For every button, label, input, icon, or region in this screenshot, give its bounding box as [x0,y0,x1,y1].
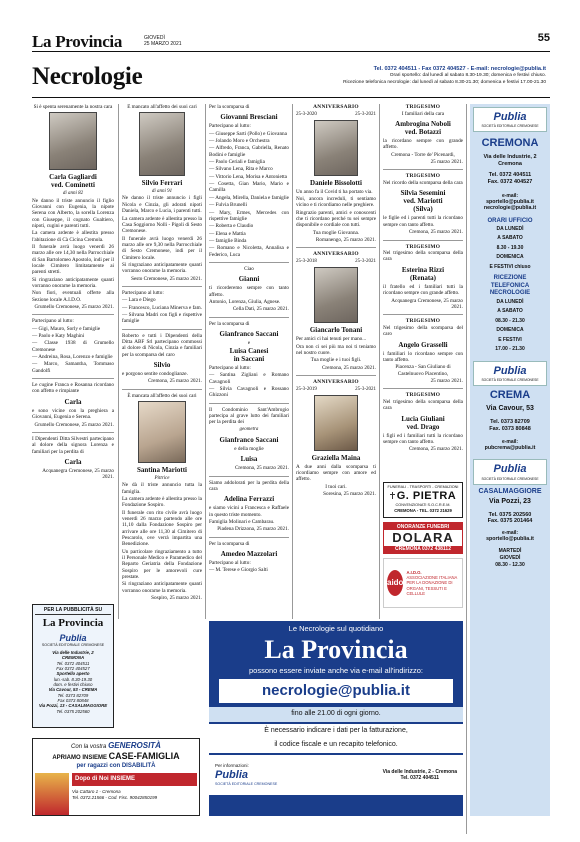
email-sportello[interactable]: sportello@publia.it [486,198,534,205]
condolence-header: Partecipano al lutto: [209,560,251,567]
notice-intro: Si è spenta serenamente la nostra cara [33,104,113,110]
notice-signature: Famiglia Molinari e Cambarau. [209,518,275,525]
notice-date: 25 marzo 2021. [430,377,463,384]
notice-intro: Per la scomparsa di [209,104,250,110]
notice-text: Si ringraziano anticipatamente quanti vorranno onorarne la memoria. [122,581,202,594]
address: Via Pozzi, 23 [489,498,531,506]
column-3 [209,104,289,619]
deceased-name: Angelo Grasselli [398,340,448,349]
notice-text: Roberto e tutti i Dipendenti della Ditta ABF Srl partecipano commossi al dolore di Nicola, Cinzia e familiari per la scomparsa del caro [122,332,202,358]
phone: Tel. 0373 82709 [490,419,530,426]
deceased-name: Carla Gagliardi ved. Cominetti [49,173,97,190]
notice-intro: Per la scomparsa di [209,540,250,547]
deceased-name: Esterina Rizzi (Renata) [401,265,445,282]
column-divider [118,104,119,619]
fax: Fax. 0372 404527 [487,178,533,185]
reception-title: RICEZIONE TELEFONICA NECROLOGIE [489,275,531,297]
page-number: 55 [537,32,550,44]
notice-signature: Antonio, Lorenza, Giulia, Agnese. [209,299,281,305]
banner-address: Via delle Industrie, 2 - Cremona Tel. 0372 404511 [382,768,457,781]
divider [122,389,202,390]
anniversary-label: ANNIVERSARIO [313,378,359,385]
email-label: e-mail: [501,192,519,199]
notice-place-date: Cremona, 25 marzo 2021. [321,364,376,371]
notice-place: Cremona - Torre de' Picenardi, [391,151,455,158]
advertising-box [32,604,114,728]
portrait-photo [138,401,186,463]
notice-text: Ringrazio parenti, amici e conoscenti che ti ricordano perché tu sei sempre disponibile e cordiale con tutti. [296,209,376,229]
aido-logo: aido [387,570,403,596]
notice-text: Il Condominio Sant'Ambrogio partecipa al grave lutto dei familiari per la perdita dei [209,406,289,426]
ad-image [35,773,69,815]
condolence-item: — Cosetta, Gian Mario, Mario e Camilla [209,181,289,194]
deceased-name: Gianni [238,275,260,284]
condolence-item: — Jolando Moro e Orchestra [209,138,270,145]
banner-line: È necessario indicare i dati per la fatturazione, [209,724,463,739]
column-divider [466,104,467,834]
condolence-item: — Francesco, Luciana Minerva e fam. [122,304,202,311]
condolence-item: — Elena e Mattia [209,230,246,237]
divider [383,169,463,170]
condolence-header: Partecipano al lutto: [209,364,251,371]
divider [383,240,463,241]
notice-text: e porgono sentite condoglianze. [122,371,188,378]
publia-logo: Publia [215,768,249,781]
divider [209,262,289,263]
publia-logo: Publia [493,364,527,377]
divider [209,317,289,318]
divider [296,247,376,248]
notice-text: Ne danno il triste annuncio il figlio Giovanni con Eugenia, la nipote Serena con Alberto, la sorella Lorenza con Giuseppe, il cognato Gualtiero, nipoti, cugini e parenti tutti. [32,197,114,229]
divider [383,314,463,315]
trigesimo-label: TRIGESIMO [405,104,441,110]
condolence-header: Partecipano al lutto: [122,289,164,296]
notice-signature: Tua moglie e i tuoi figli. [310,357,362,364]
notice-text: La camera ardente è allestita presso la Fondazione Sospiro. [122,495,202,509]
portrait-photo [139,112,185,176]
notice-text: Non fiori, eventuali offerte alla Sezione locale A.I.D.O. [32,290,114,303]
city-casalmaggiore: CASALMAGGIORE [478,487,542,495]
notice-text: Un particolare ringraziamento a tutto il Personale Medico e Paramedico del Reparto Geriatria della Fondazione Sospiro per le amorevoli cure prestate. [122,548,202,581]
condolence-item: — Vittorio Lena, Morisa e Antonietta [209,173,287,180]
column-divider [379,104,380,619]
notice-text: Si ringraziano anticipatamente quanti vorranno onorarne la memoria. [32,276,114,289]
divider [296,375,376,376]
ad-line: ONORANZE FUNEBRI [384,523,462,530]
deceased-name: Giancarlo Tonani [309,326,363,335]
deceased-name: Amedeo Mazzolari [220,550,278,558]
notice-date: 25 marzo 2021. [430,159,463,166]
ad-line: per ragazzi con DISABILITÀ [76,762,156,769]
notice-place-date: Cremona, 25 marzo 2021. [234,465,289,472]
contact-info: Tel. 0372 404511 - Fax 0372 404527 - E-mail: necrologie@publia.it Orari sportello: dal lunedì al sabato 8.30-19.30; domenica e festivi chiuso. Ricezione telefonica necrologie: dal lunedì al sabato 8.30-21.30; domenica e festivi 17.00-21.30 [343,66,546,85]
condolence-item: — Paolo e Katy Maghini [32,333,85,340]
condolence-item: — Gigi, Mauro, Sorly e famiglie [32,325,101,332]
casalmaggiore-hours: MARTEDÌ GIOVEDÌ 08.30 - 12.30 [495,547,525,568]
ad-phone: CREMONA - TEL. 0372 21629 [394,507,452,513]
publia-subtitle: SOCIETÀ EDITORIALE CREMONESE [41,643,105,648]
divider [32,314,114,315]
ad-brand: DOLARA [392,530,454,546]
trigesimo-label: TRIGESIMO [405,318,441,325]
portrait-photo [314,120,358,176]
condolence-item: — Roberta e Claudio [209,223,254,230]
publia-logo: Publia [493,463,527,476]
anniversary-dates: 25-3-2020 25-3-2021 [296,111,376,117]
divider [209,476,289,477]
deceased-name: Adelina Ferrazzi [223,495,275,504]
office-hours-title: ORARI UFFICIO [487,217,533,224]
column-5 [383,104,463,472]
divider [209,537,289,538]
condolence-item: — Romano e Nicoletta, Annalisa e Federico, Luca [209,245,289,258]
ad-address: Via Cattaro 1 - Cremona [72,789,121,795]
condolence-item: — Paolo Ceriali e famiglia [209,159,265,166]
email-label: e-mail: [501,438,519,445]
notice-place-date: Cremona, 25 marzo 2021. [408,229,463,236]
deceased-name: Graziella Maina [311,453,361,462]
condolence-item: — Marco, Samantha, Tommaso Gandolfi [32,361,114,374]
notice-signature: I tuoi cari. [325,483,347,490]
notice-intro: Nel ricordo della scomparsa della cara [383,180,463,186]
anniversary-dates: 25-3-2019 25-3-2021 [296,386,376,392]
ad-banner: Dopo di Noi INSIEME [72,773,197,786]
deceased-name: Luisa [240,455,258,464]
ad-phone: Tel. 0372.21566 - Cod. Fisc. 90042850199 [72,794,158,800]
condolence-item: — Silvana Madri con figli e rispettive famiglie [122,311,202,325]
phone: Tel. 0375 202560 [488,511,532,518]
dolara-ad [383,522,463,554]
section-title: Necrologie [32,63,143,90]
notice-place-date: Cella Dati, 25 marzo 2021. [232,306,289,313]
notice-text: i familiari lo ricordano sempre con tanto affetto. [383,350,463,363]
condolence-item: — Classe 1938 di Grumello Cremonese [32,340,114,353]
notice-text: Ora non ci sei più ma noi ti teniamo nel nostro cuore. [296,343,376,356]
reception-hours: DA LUNEDÌ A SABATO 08.30 - 21.30 DOMENICA E FESTIVI 17.00 - 21.30 [495,298,525,353]
condolence-item: — Santina Zigliani e Romano Cavagnoli [209,372,289,385]
deceased-name: Silvio Ferrari [141,179,183,188]
aido-ad [383,558,463,608]
publia-subtitle: SOCIETÀ EDITORIALE CREMONESE [481,378,539,383]
deceased-age: di anni 91 [151,189,173,195]
banner-line: fino alle 21.00 di ogni giorno. [209,707,463,722]
publia-subtitle: SOCIETÀ EDITORIALE CREMONESE [481,124,539,129]
notice-intro: I familiari della cara [401,110,445,117]
anniversary-label: ANNIVERSARIO [313,251,359,258]
trigesimo-label: TRIGESIMO [405,173,441,180]
condolence-item: — Andreina, Rosa, Lorenzo e famiglie [32,354,113,361]
condolence-item: — famiglie Binda [209,237,247,244]
email-label: e-mail: [501,530,519,537]
sidebar-logo-box [473,459,547,484]
ad-line: APRIAMO INSIEME CASE-FAMIGLIA [52,751,180,762]
notice-place-date: Sesto Cremonese, 25 marzo 2021. [131,275,202,282]
ad-address: Via delle Industrie, 2 CREMONA Tel. 0372 404511 Fax 0372 404527 Sportello aperto lun.-sab. 8.30-19.30 dom. e festivi chiuso Via Cavour, 53 - CREMA Tel. 0373 82709 Fax 0373 80848 Via Pozzi, 13 - CASALMAGGIORE Tel. 0375 202560 [38,649,108,714]
banner-line: possono essere inviate anche via e-mail all'indirizzo: [248,665,424,675]
column-4 [296,104,376,619]
pietra-ad [383,482,463,518]
deceased-name: Santina Mariotti [137,466,187,475]
notice-text: A due anni dalla scomparsa ti ricordiamo sempre con amore ed affetto. [296,463,376,483]
notice-place-date: Grumello Cremonese, 25 marzo 2021. [34,304,114,311]
deceased-name: Daniele Bissolotti [310,178,362,187]
condolence-item: — Lara e Diego [122,297,156,304]
condolence-item: — M. Terese e Giorgio Salti [209,567,268,574]
email-crema[interactable]: pubcrema@publia.it [484,444,536,451]
deceased-profession: Pittrice [154,476,170,482]
notice-place-date: Romanengo, 25 marzo 2021. [315,237,376,244]
notice-place-date: Cremona, 25 marzo 2021. [408,446,463,453]
deceased-name: Silvio [153,361,171,370]
notice-intro: Nel trigesimo della scomparsa della cara [383,250,463,263]
notice-text: Noi, ancora increduli, ti sentiamo vicino e ti ricordiamo nelle preghiere. [296,196,376,209]
portrait-photo [314,267,358,323]
notice-place-date: Cremona, 25 marzo 2021. [147,378,202,385]
anniversary-label: ANNIVERSARIO [313,104,359,110]
banner-footer [209,755,463,795]
notice-text: la ricordano sempre con grande affetto. [383,138,463,151]
notice-text: Siamo addolorati per la perdita della cara [209,479,289,492]
portrait-photo [314,395,358,451]
divider [383,388,463,389]
notice-text: e siamo vicini a Francesca e Raffaele in questo triste momento. [209,505,289,518]
condolence-header: Partecipano al lutto: [209,123,251,130]
sidebar-logo-box [473,361,547,386]
notice-place-date: Grumello Cremonese, 25 marzo 2021. [34,421,114,428]
condolence-item: — Fulvia Brunelli [209,202,248,209]
publia-logo: Publia [493,111,527,123]
notice-place-date: Acquanegra Cremonese, 25 marzo 2021. [391,297,463,310]
notice-intro: È mancato all'affetto dei suoi cari [127,104,197,110]
notice-intro: È mancata all'affetto dei suoi cari [127,392,197,399]
ad-line: Con la vostra GENEROSITÀ [71,741,161,750]
notice-text: le figlie ed i parenti tutti la ricordano sempre con tanto affetto. [383,215,463,228]
newspaper-logo: La Provincia [42,617,104,630]
notice-text: Il funerale avrà luogo venerdì 26 marzo alle ore 9,30 nella Parrocchiale di Sesto Cremonese, indi per il Cimitero locale. [122,235,202,261]
publia-sidebar [470,104,550,816]
publia-subtitle: SOCIETÀ EDITORIALE CREMONESE [215,782,278,787]
phone: Tel. 0372 404511 [488,172,532,179]
deceased-name: Carla [64,457,82,466]
ad-title: PER LA PUBBLICITÀ SU [35,607,111,615]
deceased-name: Giovanni Bresciani [220,113,278,122]
notice-signature: Tua moglie Giovanna. [312,229,360,236]
condolence-item: — Silvia Cavagnoli e Rossano Ghizzoni [209,385,289,399]
fax: Fax. 0375 201464 [487,518,533,525]
notice-text: e della moglie [234,445,264,452]
notice-place-date: Piadena Drizzona, 25 marzo 2021. [217,526,289,533]
column-divider [292,104,293,619]
divider [122,286,202,287]
banner-line: Le Necrologie sul quotidiano [288,624,384,633]
deceased-name: Silvia Sesemini ved. Mariotti (Silva) [400,189,446,214]
notice-intro: Per la scomparsa di [209,320,250,327]
trigesimo-label: TRIGESIMO [405,243,441,250]
ad-brand: G. PIETRA [386,490,460,503]
email-casalmaggiore[interactable]: sportello@publia.it [486,536,534,543]
necrologie-email-banner [209,621,463,816]
condolence-item: — Silvano Lena, Rita e Marco [209,166,273,173]
condolence-item: — Giuseppe Sarti (Pollo) e Giovanna [209,130,287,137]
trigesimo-label: TRIGESIMO [405,392,441,399]
city-crema: CREMA [489,389,531,402]
column-2 [122,104,202,729]
notice-text: Le cugine Franca e Rosanna ricordano con affetto e rimpiante [32,382,114,395]
city-cremona: CREMONA [481,137,539,150]
notice-intro: Nel trigesimo della scomparsa della cara [383,398,463,412]
banner-email[interactable]: necrologie@publia.it [219,679,453,703]
deceased-name: Gianfranco Saccani e Luisa Canesi in Saccani [219,330,279,363]
anniversary-dates: 25-3-2018 25-3-2021 [296,259,376,265]
deceased-name: Gianfranco Saccani [219,435,279,444]
ad-line: FUNERALI - TRASPORTI - CREMAZIONI [387,485,459,489]
divider [122,329,202,330]
banner-info-label: Per informazioni: [215,763,249,769]
notice-text: Il funerale con rito civile avrà luogo venerdì 26 marzo partendo alle ore 11,10 dalla Fondazione Sospiro per arrivare alle ore 11,30 al Cimitero di Pescarolo, ove verrà impartita una Benedizione. [122,509,202,548]
column-divider [205,104,206,619]
fax: Fax. 0373 80848 [489,426,531,433]
notice-place-date: Acquanegra Cremonese, 25 marzo 2021. [42,467,114,481]
notice-text: i figli ed i familiari tutti la ricordano sempre con tanto affetto. [383,432,463,446]
divider [32,378,114,379]
notice-place-date: Sospiro, 25 marzo 2021. [151,595,202,602]
notice-text: Il funerale avrà luogo venerdì 26 marzo alle ore 14,30 nella Parrocchiale di San Bartolomeo Apostolo, indi per il locale Cimitero limitatamente ai parenti stretti. [32,243,114,276]
deceased-name: Lucia Giuliani ved. Drago [401,414,445,431]
condolence-item: — Mary, Ermes, Mercedes con rispettive famiglie [209,209,289,222]
notice-text: ti ricorderemo sempre con tanto affetto. [209,285,289,298]
address: Cremona [498,160,522,167]
newspaper-logo: La Provincia [264,635,408,665]
notice-text: I Dipendenti Ditta Silvestri partecipano al dolore della signora Lorenza e familiari per la perdita di [32,435,114,455]
sidebar-logo-box [473,107,547,132]
ad-phone: CREMONA 0372 438112 [384,546,462,553]
publia-logo: Publia [59,632,87,643]
header-rule [32,97,550,98]
condolence-item: — Alfredo, Franca, Gabriella, Renato Bodini e famiglie [209,145,289,158]
newspaper-logo: La Provincia [32,32,123,51]
banner-line: il codice fiscale e un recapito telefonico. [209,738,463,753]
divider [32,432,114,433]
aido-text: A.I.D.O. ASSOCIAZIONE ITALIANA PER LA DONAZIONE DI ORGANI, TESSUTI E CELLULE [406,569,458,596]
cross-icon [390,492,395,499]
divider [209,403,289,404]
notice-intro: Nel trigesimo della scomparsa del caro [383,324,463,338]
notice-text: Un anno fa il Covid ti ha portato via. [296,188,373,195]
notice-text: il fratello ed i familiari tutti la ricordano sempre con grande affetto. [383,283,463,297]
condolence-item: — Angela, Mirella, Daniela e famiglie [209,194,289,201]
deceased-name: Carla [64,397,82,406]
notice-text: Ne danno il triste annuncio i figli Nicola e Cinzia, gli adorati nipoti Daniela, Marco e Lucia, i parenti tutti. [122,195,202,215]
notice-place: Piacenza - San Giuliano di Castelnuovo Piacentino, [395,364,451,377]
page-header [32,30,550,52]
notice-place-date: Soresina, 25 marzo 2021. [323,491,376,498]
email-necrologie[interactable]: necrologie@publia.it [483,205,537,212]
notice-text: Si ringraziano anticipatamente quanti vorranno onorarne la memoria. [122,261,202,275]
notice-text: Ne dà il triste annuncio tutta la famiglia. [122,482,202,495]
notice-text: Per amici ci hai tenuti per mano... [296,336,367,343]
deceased-age: di anni 82 [62,191,84,197]
portrait-photo [49,112,97,170]
publia-subtitle: SOCIETÀ EDITORIALE CREMONESE [481,476,539,481]
notice-text: Ciao [244,265,254,272]
address: Via delle Industrie, 2 [483,153,537,160]
notice-text: e sono vicine con la preghiera a Giovanni, Eugenia e Serena. [32,407,114,421]
generosita-ad [32,738,200,816]
notice-text: La camera ardente è allestita presso la Casa Soggiorno Nolli - Pigoli di Sesto Cremonese. [122,215,202,235]
deceased-name: Ambrogina Noboli ved. Botazzi [395,119,451,136]
office-hours: DA LUNEDÌ A SABATO 8.30 - 19.30 DOMENICA E FESTIVI chiuso [489,225,531,270]
address: Via Cavour, 53 [486,404,534,412]
issue-date: GIOVEDÌ 25 MARZO 2021 [144,35,182,47]
condolence-header: Partecipano al lutto: [32,318,74,325]
ad-line: CONVENZIONATI S.O.C.R.E.M. [395,503,451,508]
deceased-title: geometra [239,426,259,432]
notice-text: La camera ardente è allestita presso l'abitazione di Cà Cicina Cremola. [32,230,114,243]
